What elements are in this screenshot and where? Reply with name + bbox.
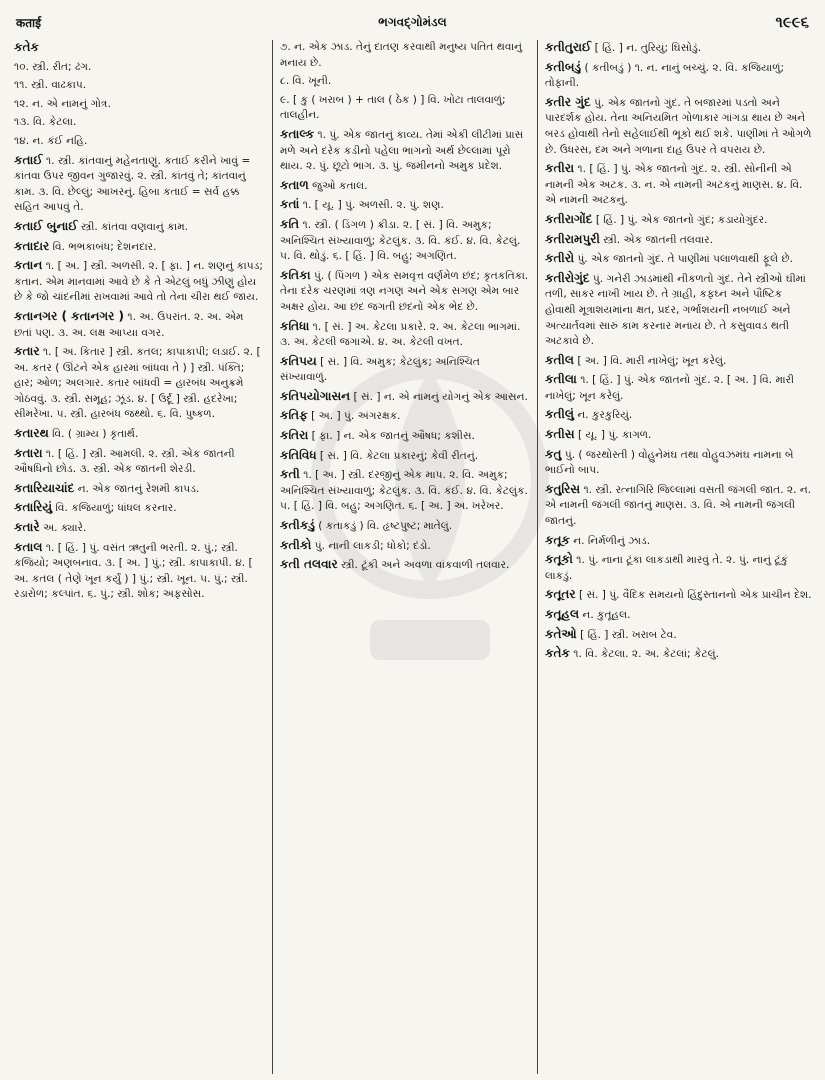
entry-definition: ન. એક જાતનું રેશમી કાપડ. <box>77 482 200 495</box>
entry-definition: ૧૧. સ્ત્રી. વાઢકાપ. <box>14 79 87 92</box>
column-2 <box>280 40 530 1076</box>
header-title: ભગવદ્‌ગોમંડલ <box>378 14 447 29</box>
dictionary-entry <box>280 197 530 214</box>
entry-definition: પું. નાની લાકડી; ધોકો; દંડો. <box>314 539 431 552</box>
dictionary-entry <box>545 607 815 624</box>
dictionary-entry <box>14 446 264 478</box>
entry-definition: પું. એક જાતનો ગુંદ. તે બજારમાં પડતો અને પારદર્શક હોય. તેના અનિયમિત ગોળાકાર ગાંગડા થાય છે અને બરડ હોવાથી તેનો સહેલાઈથી ભૂકો થઈ શકે. પાણીમાં તે ઓગળે છે. ઉધરસ, દમ અને ગળાના દાહ ઉપર તે વપરાય છે. <box>545 96 812 156</box>
entry-definition: સ્ત્રી. એક જાતની તલવાર. <box>603 233 713 246</box>
entry-definition: અ. ક્યારે. <box>42 522 87 535</box>
entry-definition: ૧. [ અ. ] સ્ત્રી. અળસી. ૨. [ ફા. ] ન. શણનું કાપડ; કતાન. એમ માનવામાં આવે છે કે તે એટલું બધું ઝીણું હોય છે કે જો ચાંદનીમાં રાખવામાં આવે તો તેના ચીરા થઈ જાય. <box>14 260 263 304</box>
dictionary-entry <box>545 427 815 444</box>
entry-headword: કતિફ <box>280 408 308 423</box>
dictionary-entry <box>280 389 530 406</box>
entry-headword: કતૂકો <box>545 552 573 567</box>
dictionary-entry <box>545 533 815 550</box>
entry-headword: કતીરો <box>545 251 575 266</box>
entry-definition: ૧. સ્ત્રી. રત્નાગિરિ જિલ્લામાં વસતી જંગલી જાત. ૨. ન. એ નામની જંગલી જાતનું માણસ. ૩. વિ. એ નામની જંગલી જાતનું. <box>545 483 812 528</box>
entry-headword: કતારા <box>14 445 43 460</box>
entry-headword: કતીરા <box>545 161 575 176</box>
entry-definition: ૧. સ્ત્રી. કાંતવાનું મહેનતાણું. કતાઈ કરીને ખાવું = કાંતવા ઉપર જીવન ગુજારવું. ૨. સ્ત્રી. કાંતવું તે; કાંતવાનું કામ. ૩. વિ. છેલ્લું; આખરનું. હિબા કતાઈ = સર્વ હક્ક સહિત આપવું તે. <box>14 154 251 214</box>
column-divider-2 <box>537 40 538 1074</box>
dictionary-entry <box>14 40 264 57</box>
dictionary-entry <box>545 447 815 479</box>
dictionary-entry <box>280 448 530 465</box>
entry-headword: કતિપયોગાસન <box>280 388 351 403</box>
dictionary-entry <box>545 646 815 663</box>
dictionary-entry <box>545 212 815 229</box>
entry-definition: ૧. વિ. કેટલા. ૨. અ. કેટલાં; કેટલું. <box>573 648 719 661</box>
dictionary-entry <box>14 115 264 131</box>
entry-headword: કતીતુરાઈ <box>545 40 592 54</box>
dictionary-entry <box>280 354 530 386</box>
entry-definition: ૧. [ હિં. ] પું. એક જાતનો ગુંદ. ૨. સ્ત્રી. સોનીની એ નામની એક અટક. ૩. ન. એ નામની અટકનું માણસ. ૪. વિ. એ નામની અટકનું. <box>545 163 803 207</box>
entry-headword: કતીકડું <box>280 518 315 533</box>
entry-headword: કતીલ <box>545 352 574 367</box>
entry-definition: ન. નિર્મળીનું ઝાડ. <box>573 534 651 547</box>
entry-definition: ૧. [ અ. ] સ્ત્રી. દરજીનું એક માપ. ૨. વિ. અમુક; અનિશ્ચિત સંખ્યાવાળું; કેટલુંક. ૩. વિ. કંઈ. ૪. વિ. કેટલુંક. ૫. [ હિં. ] વિ. બહુ; અગણિત. ૬. [ અ. ] અ. ખરેખર. <box>280 469 528 513</box>
entry-definition: ( કતીબડું ) ૧. ન. નાનું બચ્ચું. ૨. વિ. કજિયાળું; તોફાની. <box>545 61 785 90</box>
entry-definition: વિ. ભભકાબંધ; દેશનદાર. <box>52 240 157 253</box>
entry-definition: સ્ત્રી. ટૂંકી અને અવળા વાંકવાળી તલવાર. <box>341 559 510 572</box>
entry-headword: કતારે <box>14 520 40 535</box>
entry-definition: ૧. [ અ. કિતાર ] સ્ત્રી. કતલ; કાપાકાપી; લડાઈ. ૨. [ અ. કતર ( ઊંટને એક હારમાં બાંધવા તે ) ] સ્ત્રી. પંક્તિ; હાર; ઓળ; અલગાર. કતાર બાંધવી = હારબંધ અનુક્રમે ગોઠવવું. ૩. સ્ત્રી. સમૂહ; ઝૂંડ. ૪. [ ઉર્દૂ ] સ્ત્રી. હદરેખા; સીમરેખા. ૫. સ્ત્રી. હારબંધ જથ્થો. ૬. વિ. પુષ્કળ. <box>14 346 261 421</box>
entry-definition: ( કતાકડું ) વિ. હૃષ્ટપુષ્ટ; માતેલું. <box>318 520 453 533</box>
dictionary-entry <box>14 426 264 443</box>
entry-headword: કતી <box>280 467 300 482</box>
dictionary-entry <box>14 520 264 537</box>
entry-headword: કતીલા <box>545 372 577 387</box>
dictionary-entry <box>545 353 815 370</box>
entry-definition: ૧. [ હિં. ] પું. એક જાતનો ગુંદ. ૨. [ અ. ] વિ. મારી નાખેલું; ખૂન કરેલું. <box>545 374 795 402</box>
entry-definition: ૧. [ સં. ] અ. કેટલા પ્રકારે. ૨. અ. કેટલા ભાગમાં. ૩. અ. કેટલી જગાએ. ૪. અ. કેટલી વખત. <box>280 320 521 349</box>
dictionary-entry <box>545 482 815 530</box>
dictionary-entry <box>280 40 530 71</box>
entry-definition: [ સં. ] વિ. અમુક; કેટલુંક; અનિશ્ચિત સંખ્યાવાળું. <box>280 355 480 384</box>
column-1 <box>14 40 264 1076</box>
entry-definition: [ અ. ] પું. અંગરક્ષક. <box>311 410 401 423</box>
entry-definition: [ સં. ] ન. એ નામનું યોગનું એક આસન. <box>353 390 528 403</box>
entry-headword: કતીલું <box>545 407 574 422</box>
entry-headword: કતાં <box>280 197 300 212</box>
entry-definition: [ હિં. ] ન. તુરિયું; ઘિસોડું. <box>594 42 702 54</box>
dictionary-entry <box>545 627 815 644</box>
entry-headword: કતાલ <box>14 539 43 554</box>
entry-definition: સ્ત્રી. કાંતવા વણવાનું કામ. <box>80 220 189 233</box>
entry-definition: [ હિં. ] સ્ત્રી. ખરાબ ટેવ. <box>580 628 677 641</box>
dictionary-entry <box>14 153 264 216</box>
dictionary-entry <box>545 95 815 158</box>
dictionary-entry <box>280 93 530 124</box>
entry-headword: કતિ <box>280 216 300 231</box>
dictionary-entry <box>280 217 530 265</box>
dictionary-entry <box>14 309 264 341</box>
dictionary-entry <box>545 161 815 209</box>
dictionary-entry <box>280 408 530 425</box>
entry-definition: પું. ( જરથોસ્તી ) વોહુનેમંઘ તથા વોહુવઝમંઘ નામના બે ભાઈનો બાપ. <box>545 448 794 477</box>
dictionary-entry <box>280 518 530 535</box>
entry-definition: જુઓ કતાલ. <box>312 179 368 192</box>
entry-headword: કતાન <box>14 258 43 273</box>
entry-headword: કતૂતર <box>545 587 576 602</box>
entry-definition: ૧. [ હિં. ] સ્ત્રી. આમલી. ૨. સ્ત્રી. એક જાતની ઔષધિનો છોડ. ૩. સ્ત્રી. એક જાતની શેરડી. <box>14 447 235 476</box>
entry-headword: કતેક <box>545 646 570 661</box>
dictionary-entry <box>280 428 530 445</box>
entry-headword: કતાળ <box>280 177 309 192</box>
entry-definition: ૧૪. ન. કંઈ નહિ. <box>14 134 88 147</box>
entry-definition: ૭. ન. એક ઝાડ. તેનું દાતણ કરવાથી મનુષ્ય પતિત થવાનું મનાય છે. <box>280 41 523 69</box>
entry-headword: કતાદાર <box>14 238 50 253</box>
dictionary-entry <box>14 60 264 76</box>
dictionary-entry <box>280 538 530 555</box>
entry-definition: [ હિં. ] પું. એક જાતનો ગુંદ; કડાયોગુંદર. <box>595 213 768 226</box>
entry-headword: કતાઈ <box>14 152 43 167</box>
dictionary-entry <box>545 407 815 424</box>
dictionary-entry <box>280 467 530 515</box>
dictionary-entry <box>545 587 815 604</box>
entry-definition: વિ. કજિયાળું; ધાંધલ કરનાર. <box>55 502 177 515</box>
entry-headword: કતીર ગુંદ <box>545 94 591 109</box>
entry-definition: ૧. પું. નાના ટૂંકા લાકડાથી મારવું તે. ૨. પું. નાનું ટૂંકું લાકડું. <box>545 554 789 582</box>
dictionary-entry <box>280 127 530 175</box>
entry-definition: ૧૩. વિ. કેટલા. <box>14 116 77 129</box>
entry-headword: કતિકા <box>280 267 311 282</box>
dictionary-entry <box>14 134 264 150</box>
entry-definition: પું. ગનેરી ઝાડમાંથી નીકળતો ગુંદ. તેને સ્ત્રીઓ ઘીમાં તળી, સાકર નાખી ખાય છે. તે ગ્રાહી, કફઘ્ન અને પૌષ્ટિક હોવાથી મૂત્રાશયમાંના ક્ષત, પ્રદર, ગર્ભાશયની નબળાઈ અને અત્યાર્તવમાં સારું કામ કરનાર મનાય છે. તે કસુવાવડ થતી અટકાવે છે. <box>545 272 806 348</box>
dictionary-entry <box>14 97 264 113</box>
dictionary-entry <box>14 500 264 517</box>
entry-definition: [ સં. ] પું. વૈદિક સમયનો હિંદુસ્તાનનો એક પ્રાચીન દેશ. <box>578 589 812 602</box>
entry-headword: કતીરોગુંદ <box>545 270 590 285</box>
entry-definition: ૧૦. સ્ત્રી. રીત; ઢંગ. <box>14 60 92 73</box>
entry-headword: કતાર <box>14 344 40 359</box>
entry-headword: કતીકો <box>280 537 312 552</box>
entry-headword: કતેઓ <box>545 626 577 641</box>
entry-definition: ન. કુતૂહલ. <box>582 609 631 621</box>
entry-headword: કતીરાગોંદ <box>545 211 593 226</box>
dictionary-entry <box>280 178 530 195</box>
page-number: ૧૯૯૬ <box>775 13 809 31</box>
dictionary-entry <box>280 319 530 351</box>
dictionary-entry <box>14 239 264 256</box>
dictionary-entry <box>14 344 264 423</box>
header-guide-word: कताई <box>16 15 42 30</box>
entry-headword: કતી તલવાર <box>280 557 338 572</box>
entry-headword: કતાઈ બુનાઈ <box>14 218 78 233</box>
entry-headword: કતાલ્ક <box>280 126 315 141</box>
entry-headword: કતાનગર ( કતાનગર ) <box>14 308 125 323</box>
entry-headword: કતુરિસ <box>545 481 581 496</box>
dictionary-entry <box>14 219 264 236</box>
page-header <box>16 10 809 34</box>
dictionary-entry <box>280 557 530 574</box>
entry-headword: કતીરામપુરી <box>545 231 600 246</box>
entry-definition: ૧. સ્ત્રી. ( ડિંગળ ) ક્રીડા. ૨. [ સં. ] વિ. અમુક; અનિશ્ચિત સંખ્યાવાળું; કેટલુંક. ૩. વિ. કંઈ. ૪. વિ. કેટલું. ૫. વિ. થોડું. ૬. [ હિં. ] વિ. બહુ; અગણિત. <box>280 218 521 263</box>
entry-headword: કતૂક <box>545 532 570 547</box>
entry-definition: પું. એક જાતનો ગુંદ. તે પાણીમાં પલાળવાથી ફૂલે છે. <box>577 253 794 266</box>
dictionary-entry <box>545 552 815 584</box>
entry-definition: [ ફા. ] ન. એક જાતનું ઔષધ; કશીસ. <box>311 430 475 443</box>
entry-definition: પું. ( પિંગળ ) એક સમવૃત્ત વર્ણમેળ છંદ; કૃતકતિકા. તેના દરેક ચરણમાં ત્રણ નગણ અને એક સગણ એમ બાર અક્ષર હોય. આ છંદ જગતી છંદનો એક ભેદ છે. <box>280 269 529 313</box>
dictionary-entry <box>545 60 815 92</box>
entry-headword: કતારિયાચાંદ <box>14 480 75 495</box>
entry-definition: [ અ. ] વિ. મારી નાખેલું; ખૂન કરેલું. <box>577 354 727 367</box>
entry-definition: ૧૨. ન. એ નામનું ગોત્ર. <box>14 97 111 110</box>
dictionary-entry <box>280 268 530 316</box>
entry-headword: કતૂહલ <box>545 607 580 621</box>
entry-definition: ૮. વિ. ખૂની. <box>280 75 332 88</box>
entry-definition: ૧. અ. ઉપરાંત. ૨. અ. એમ છતાં પણ. ૩. અ. લક્ષ આપ્યા વગર. <box>14 310 244 339</box>
dictionary-entry <box>14 540 264 603</box>
entry-definition: ૯. [ કુ ( ખરાબ ) + તાલ ( ઠેક ) ] વિ. ખોટા તાલવાળું; તાલહીન. <box>280 93 506 122</box>
entry-headword: કતીસ <box>545 427 575 442</box>
dictionary-entry <box>280 74 530 90</box>
entry-headword: કતારિયું <box>14 500 53 515</box>
dictionary-entry <box>545 232 815 249</box>
entry-definition: [ સં. ] વિ. કેટલા પ્રકારનું; કેવી રીતનું. <box>319 449 479 462</box>
entry-definition: વિ. ( ગ્રામ્ય ) કૃતાર્થ. <box>52 428 139 441</box>
entry-headword: કતારથ <box>14 426 49 441</box>
column-3 <box>545 40 815 1076</box>
dictionary-entry <box>545 372 815 404</box>
entry-headword: કતીબડું <box>545 59 582 74</box>
entry-definition: ૧. [ હિં. ] પું. વસંત ઋતુની ભરતી. ૨. પું.; સ્ત્રી. કજિયો; અણબનાવ. ૩. [ અ. ] પું.; સ્ત્રી. કાપાકાપી. ૪. [ અ. કતલ ( તેણે ખૂન કર્યું ) ] પું.; સ્ત્રી. ખૂન. ૫. પું.; સ્ત્રી. રડારોળ; કલ્પાંત. ૬. પું.; સ્ત્રી. શોક; અફસોસ. <box>14 541 253 601</box>
entry-definition: [ યૂ. ] પું. કાગળ. <box>577 429 652 442</box>
entry-headword: કતેક <box>14 40 39 54</box>
dictionary-entry <box>14 481 264 498</box>
dictionary-entry <box>545 251 815 268</box>
dictionary-entry <box>14 258 264 306</box>
entry-headword: કતિરા <box>280 428 309 443</box>
dictionary-entry <box>545 271 815 350</box>
entry-headword: કતિવિધ <box>280 447 317 462</box>
entry-definition: ૧. પું. એક જાતનું કાવ્ય. તેમાં એકી લીટીમાં પ્રાસ મળે અને દરેક કડીનો પહેલા ભાગનો અર્થ છેલ્લામાં પૂરો થાય. ૨. પું. છૂટો ભાગ. ૩. પું. જમીનનો અમુક પ્રદેશ. <box>280 128 524 173</box>
entry-headword: કતિપય <box>280 353 317 368</box>
entry-headword: કતિધા <box>280 318 310 333</box>
entry-definition: ૧. [ યૂ. ] પું. અળસી. ૨. પું. શણ. <box>302 199 444 212</box>
column-divider-1 <box>272 40 273 1074</box>
dictionary-entry <box>14 78 264 94</box>
entry-headword: કતુ <box>545 446 562 461</box>
dictionary-entry <box>545 40 815 57</box>
entry-definition: ન. કુરકુરિયું. <box>577 409 633 422</box>
